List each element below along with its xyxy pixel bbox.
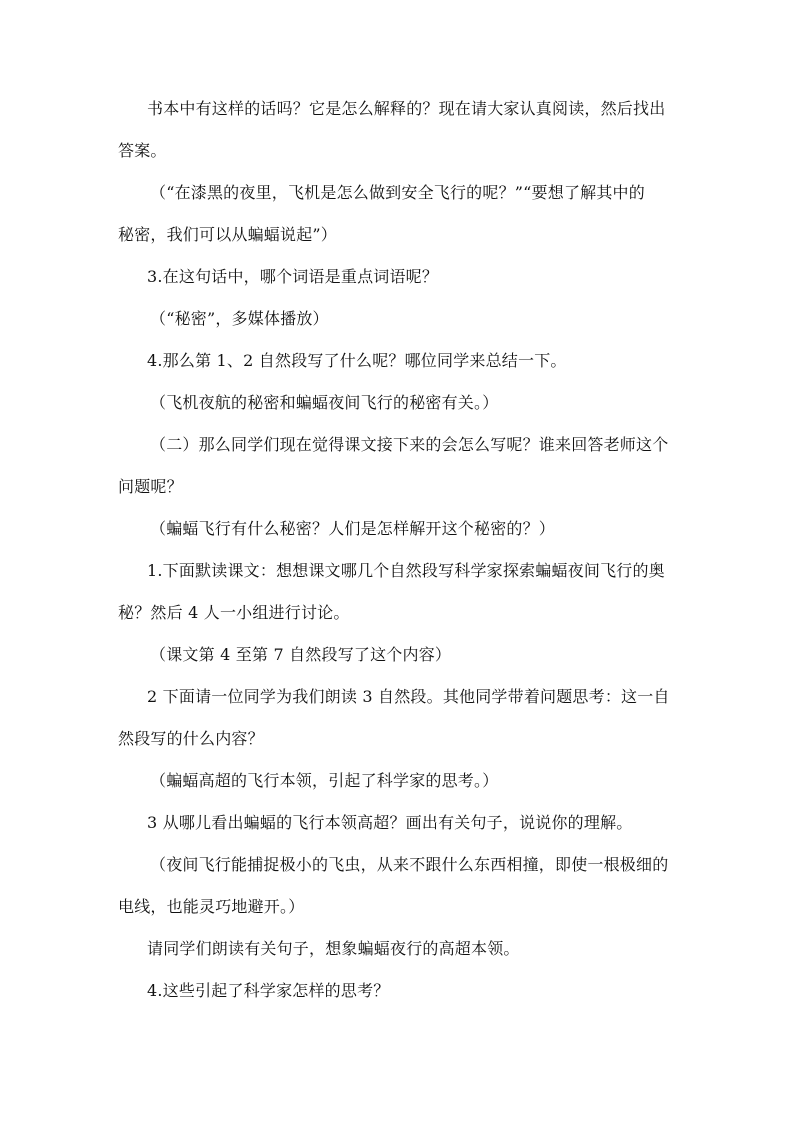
paragraph-line: 2 下面请一位同学为我们朗读 3 自然段。其他同学带着问题思考：这一自 [147,687,670,706]
paragraph-line: （蝙蝠飞行有什么秘密？人们是怎样解开这个秘密的？） [150,519,556,538]
paragraph-line: （蝙蝠高超的飞行本领，引起了科学家的思考。） [150,771,499,790]
paragraph-line: 请同学们朗读有关句子，想象蝙蝠夜行的高超本领。 [147,939,520,958]
paragraph-line: 秘密，我们可以从蝙蝠说起”） [118,225,337,244]
paragraph-line: 然段写的什么内容？ [118,729,264,748]
paragraph-line: 3.在这句话中，哪个词语是重点词语呢？ [147,267,439,286]
paragraph-line: （夜间飞行能捕捉极小的飞虫，从来不跟什么东西相撞，即使一根极细的 [150,855,669,874]
paragraph-line: 3 从哪儿看出蝙蝠的飞行本领高超？画出有关句子，说说你的理解。 [147,813,633,832]
paragraph-line: 1.下面默读课文：想想课文哪几个自然段写科学家探索蝙蝠夜间飞行的奥 [147,561,665,580]
paragraph-line: 4.这些引起了科学家怎样的思考？ [147,981,390,1000]
paragraph-line: 问题呢？ [118,477,183,496]
paragraph-line: 电线，也能灵巧地避开。） [118,897,305,916]
paragraph-line: （“秘密”，多媒体播放） [150,309,329,328]
paragraph-line: 答案。 [118,141,167,160]
paragraph-line: （“在漆黑的夜里，飞机是怎么做到安全飞行的呢？”“要想了解其中的 [150,183,645,202]
paragraph-line: 4.那么第 1、2 自然段写了什么呢？哪位同学来总结一下。 [147,351,567,370]
paragraph-line: （飞机夜航的秘密和蝙蝠夜间飞行的秘密有关。） [150,393,499,412]
paragraph-line: （课文第 4 至第 7 自然段写了这个内容） [150,645,452,664]
paragraph-line: 书本中有这样的话吗？它是怎么解释的？现在请大家认真阅读，然后找出 [147,99,666,118]
paragraph-line: 秘？然后 4 人一小组进行讨论。 [118,603,350,622]
paragraph-line: （二）那么同学们现在觉得课文接下来的会怎么写呢？谁来回答老师这个 [150,435,669,454]
